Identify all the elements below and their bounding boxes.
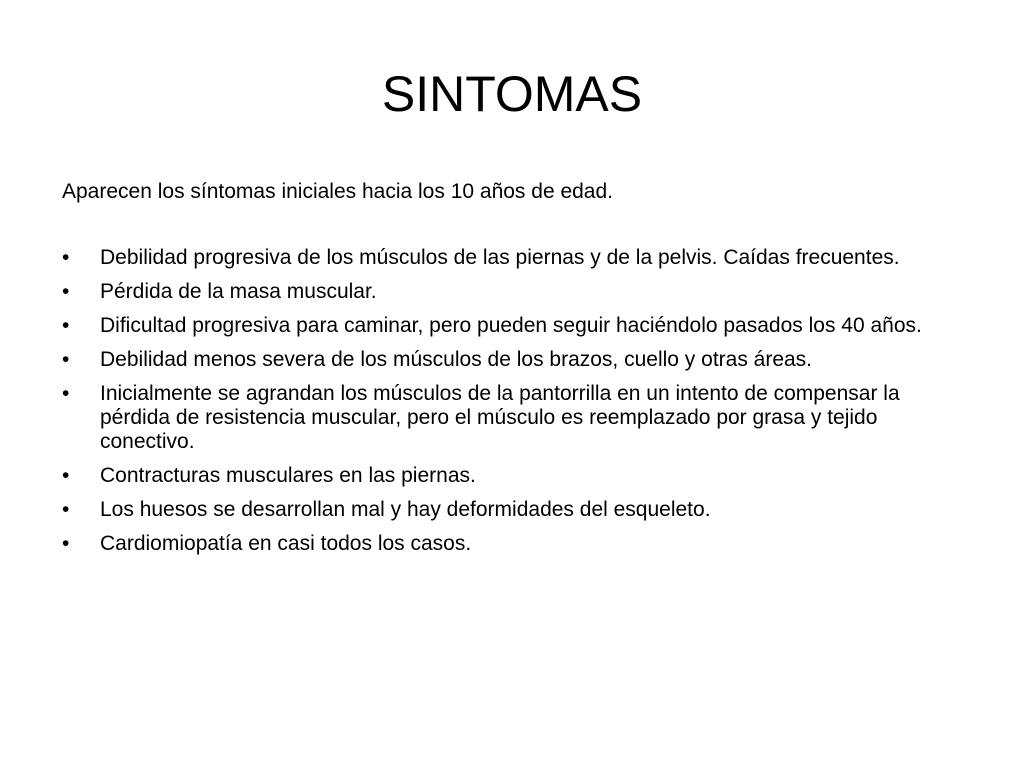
list-item (62, 464, 962, 488)
list-item (62, 280, 962, 304)
bullet-text: Los huesos se desarrollan mal y hay deformidades del esqueleto. (100, 498, 711, 521)
list-item (62, 498, 962, 522)
bullet-text: Cardiomiopatía en casi todos los casos. (100, 532, 472, 555)
bullet-text: Inicialmente se agrandan los músculos de la pantorrilla en un intento de compensar la pérdida de resistencia muscular, pero el músculo es reemplazado por grasa y tejido conectivo. (100, 382, 900, 453)
bullet-icon: • (62, 280, 70, 303)
bullet-icon: • (62, 246, 70, 269)
list-item (62, 382, 962, 454)
bullet-icon: • (62, 382, 70, 405)
list-item (62, 348, 962, 372)
bullet-text: Pérdida de la masa muscular. (100, 280, 377, 303)
bullet-icon: • (62, 314, 70, 337)
bullet-icon: • (62, 464, 70, 487)
bullet-text: Debilidad menos severa de los músculos de los brazos, cuello y otras áreas. (100, 348, 813, 371)
bullet-text: Dificultad progresiva para caminar, pero pueden seguir haciéndolo pasados los 40 años. (100, 314, 922, 337)
list-item (62, 532, 962, 556)
bullet-text: Debilidad progresiva de los músculos de las piernas y de la pelvis. Caídas frecuentes. (100, 246, 900, 269)
bullet-icon: • (62, 498, 70, 521)
bullet-icon: • (62, 348, 70, 371)
bullet-list (62, 246, 962, 566)
list-item (62, 314, 962, 338)
bullet-icon: • (62, 532, 70, 555)
bullet-text: Contracturas musculares en las piernas. (100, 464, 476, 487)
list-item (62, 246, 962, 270)
slide-intro: Aparecen los síntomas iniciales hacia los 10 años de edad. (62, 180, 614, 203)
slide-title: SINTOMAS (381, 66, 643, 122)
